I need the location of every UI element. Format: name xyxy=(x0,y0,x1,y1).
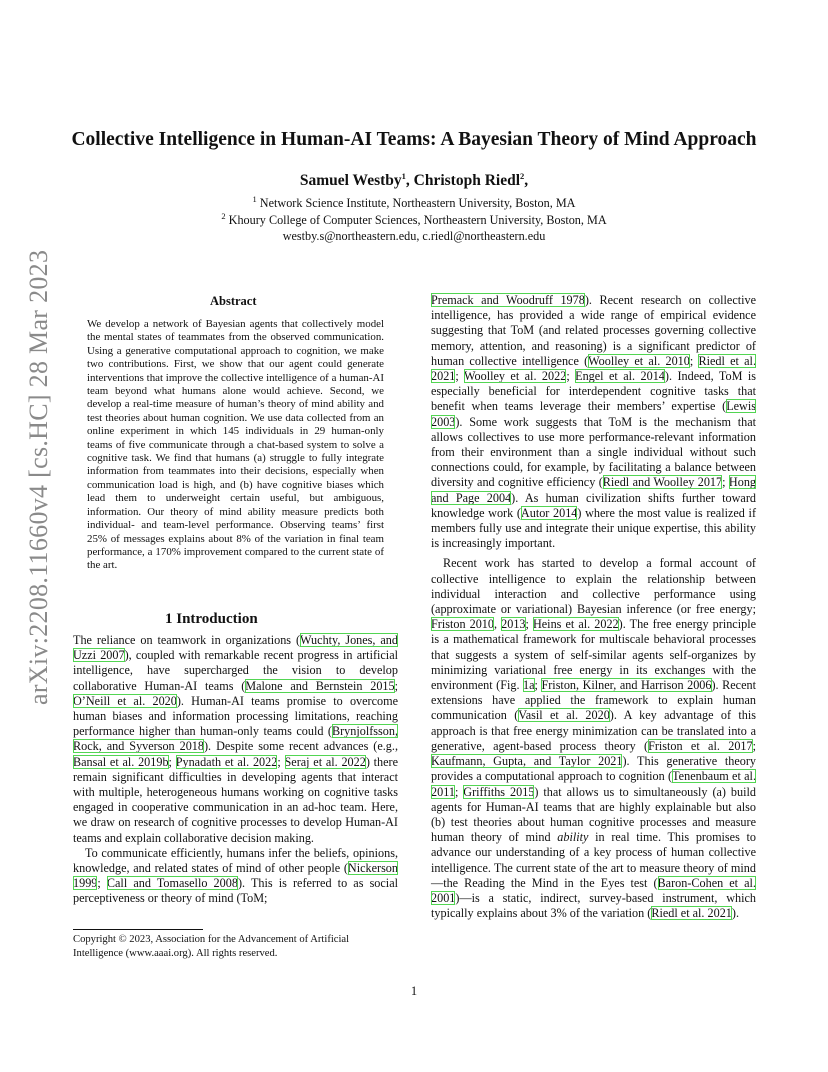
body-text: ). Indeed, ToM is especially beneficial for interdependent cognitive tasks that benefit when teams leverage their members’ expertise ( xyxy=(431,369,756,414)
body-text: ) that allows us to simultaneously (a) build agents for Human-AI teams that are highly explainable but also (b) test theories about human cognitive processes and measure human theory of mind xyxy=(431,784,756,845)
citation-link[interactable]: Malone and Bernstein 2015 xyxy=(245,678,395,693)
body-text: ability xyxy=(557,830,589,845)
citation-link[interactable]: Call and Tomasello 2008 xyxy=(106,876,238,891)
section-heading: 1 Introduction xyxy=(165,611,258,627)
citation-link[interactable]: Autor 2014 xyxy=(520,505,578,520)
body-text: ; xyxy=(722,475,729,490)
paragraph xyxy=(431,556,756,921)
paragraph xyxy=(431,293,756,551)
paper-title: Collective Intelligence in Human-AI Teams: A Bayesian Theory of Mind Approach xyxy=(71,129,757,150)
body-text: ; xyxy=(394,678,398,693)
body-text: ) there remain significant difficulties in developing agents that interact with multiple, heterogeneous humans working on cognitive tasks engaged in cooperative communication in an ad-hoc team. Here, we draw on research of cognitive processes to develop Human-AI teams and explain collaborative decision making. xyxy=(73,754,399,845)
right-column xyxy=(431,293,756,921)
citation-link[interactable]: Riedl et al. 2021 xyxy=(651,906,732,921)
author-separator: , xyxy=(405,172,414,189)
body-text: ). Some work suggests that ToM is the mechanism that allows collectives to use more performance-relevant information from their environment than a single individual without such connections could, for example, by facilitating a balance between diversity and cognitive efficiency ( xyxy=(431,414,756,490)
affiliation-1 xyxy=(0,193,828,211)
body-text: ). A key advantage of this approach is that free energy minimization can be translated into a generative, agent-based process theory ( xyxy=(431,708,757,753)
citation-link[interactable]: Kaufmann, Gupta, and Taylor 2021 xyxy=(431,754,623,769)
arxiv-stamp: arXiv:2208.11660v4 [cs.HC] 28 Mar 2023 xyxy=(24,249,53,705)
body-text: ). Despite some recent advances (e.g., xyxy=(204,739,398,754)
citation-link[interactable]: O’Neill et al. 2020 xyxy=(73,693,177,708)
abstract-heading: Abstract xyxy=(210,294,257,308)
affiliation-2 xyxy=(0,210,828,228)
citation-link[interactable]: Heins et al. 2022 xyxy=(532,617,619,632)
body-text: ; xyxy=(525,617,533,632)
citation-link[interactable]: Tenenbaum et al. 2011 xyxy=(431,769,756,799)
citation-link[interactable]: Friston 2010 xyxy=(431,617,494,632)
affiliation-marker: 2 xyxy=(221,210,226,221)
body-text: ). Recent research on collective intelligence, has provided a wide range of empirical evidence suggesting that ToM (and related processes governing collective memory, attention, and reasoning) is a significant predictor of human collective intelligence ( xyxy=(431,293,757,368)
citation-link[interactable]: Riedl et al. 2021 xyxy=(431,353,756,384)
affiliation-marker: 1 xyxy=(252,193,257,204)
copyright-notice: Copyright © 2023, Association for the Advancement of Artificial Intelligence (www.aaai.org). All rights reserved. xyxy=(73,934,350,959)
paragraph xyxy=(73,633,398,846)
citation-link[interactable]: Woolley et al. 2010 xyxy=(588,353,690,368)
citation-link[interactable]: Vasil et al. 2020 xyxy=(518,708,610,723)
citation-link[interactable]: Friston, Kilner, and Harrison 2006 xyxy=(541,678,712,693)
body-text: ; xyxy=(168,754,176,769)
paragraph xyxy=(73,846,398,907)
body-text: ). xyxy=(731,906,739,921)
body-text: ). As human civilization shifts further toward knowledge work ( xyxy=(431,490,756,520)
citation-link[interactable]: Premack and Woodruff 1978 xyxy=(431,293,585,307)
citation-link[interactable]: Griffiths 2015 xyxy=(463,784,535,799)
body-text: ). This is referred to as social perceptiveness or theory of mind (ToM; xyxy=(73,876,398,906)
body-text: ; xyxy=(455,369,464,384)
body-text: ; xyxy=(277,754,285,769)
affiliation-marker: 2 xyxy=(520,170,525,181)
body-text: To communicate efficiently, humans infer the beliefs, opinions, knowledge, and related states of mind of other people ( xyxy=(73,845,398,876)
affiliation-marker: 1 xyxy=(401,170,406,181)
citation-link[interactable]: 1a xyxy=(523,678,535,693)
author-name: Christoph Riedl xyxy=(413,172,521,189)
page-number: 1 xyxy=(410,984,418,998)
body-text: )—is a static, indirect, survey-based instrument, which typically explains about 3% of the variation ( xyxy=(431,890,756,921)
body-text: ). Recent extensions have applied the framework to explain human communication ( xyxy=(431,678,756,723)
citation-link[interactable]: Woolley et al. 2022 xyxy=(463,369,567,384)
body-text: The reliance on teamwork in organizations ( xyxy=(73,633,301,647)
citation-link[interactable]: Brynjolfsson, Rock, and Syverson 2018 xyxy=(73,724,398,754)
author-line xyxy=(0,172,828,190)
affiliation-text: Network Science Institute, Northeastern University, Boston, MA xyxy=(256,196,576,210)
body-text: Recent work has started to develop a formal account of collective intelligence to explain the relationship between individual interaction and collective performance using (approximate or variational) Bayesian inference (or free energy; xyxy=(431,556,756,617)
citation-link[interactable]: 2013 xyxy=(501,617,526,632)
body-text: ; xyxy=(566,369,576,384)
body-text: ). The free energy principle is a mathematical framework for multiscale behavioral processes that suggests a system of self-similar agents self-organizes by minimizing variational free energy in its exchanges with the environment (Fig. xyxy=(431,617,756,693)
author-tail: , xyxy=(524,172,529,189)
citation-link[interactable]: Seraj et al. 2022 xyxy=(284,754,366,769)
body-text: ; xyxy=(752,738,756,753)
author-emails: westby.s@northeastern.edu, c.riedl@northeastern.edu xyxy=(282,229,546,243)
citation-link[interactable]: Friston et al. 2017 xyxy=(648,738,753,753)
body-text: ). Human-AI teams promise to overcome human biases and information processing limitations, reaching performance higher than human-only teams could ( xyxy=(73,693,398,739)
citation-link[interactable]: Riedl and Woolley 2017 xyxy=(602,475,723,490)
citation-link[interactable]: Baron-Cohen et al. 2001 xyxy=(431,875,756,905)
affiliation-text: Khoury College of Computer Sciences, Northeastern University, Boston, MA xyxy=(225,213,607,227)
footnote-rule xyxy=(73,929,203,930)
abstract-text: We develop a network of Bayesian agents that collectively model the mental states of teammates from the observed communication. Using a generative computational approach to cognition, we make two contributions. First, we show that our agent could generate interventions that improve the collective intelligence of a human-AI team beyond what humans alone would achieve. Second, we develop a real-time measure of human’s theory of mind ability and test theories about human cognition. We use data collected from an online experiment in which 145 individuals in 29 human-only teams of five communicate through a chat-based system to solve a cognitive task. We find that humans (a) struggle to fully integrate information from teammates into their decisions, especially when communication load is high, and (b) have cognitive biases which lead them to underweight certain useful, but ambiguous, information. Our theory of mind ability measure predicts both individual- and team-level performance. Observing teams’ first 25% of messages explains about 8% of the variation in final team performance, a 170% improvement compared to the current state of the art. xyxy=(87,318,384,572)
author-name: Samuel Westby xyxy=(299,172,402,189)
left-column xyxy=(73,633,398,907)
citation-link[interactable]: Engel et al. 2014 xyxy=(575,369,665,384)
body-text: ; xyxy=(97,876,107,891)
body-text: ; xyxy=(534,678,542,693)
citation-link[interactable]: Nickerson 1999 xyxy=(73,861,398,891)
body-text: ; xyxy=(454,784,464,799)
body-text: ). This generative theory provides a computational approach to cognition ( xyxy=(431,754,756,784)
citation-link[interactable]: Wuchty, Jones, and Uzzi 2007 xyxy=(73,633,398,663)
citation-link[interactable]: Lewis 2003 xyxy=(431,399,756,429)
body-text: ), coupled with remarkable recent progress in artificial intelligence, have supercharged the vision to develop collaborative Human-AI teams ( xyxy=(73,648,398,693)
citation-link[interactable]: Pynadath et al. 2022 xyxy=(175,754,278,769)
body-text: , xyxy=(494,617,502,632)
body-text: ; xyxy=(689,353,699,368)
body-text: in real time. This promises to advance our understanding of a key process of human collective intelligence. The current state of the art to measure theory of mind—the Reading the Mind in the Eyes test ( xyxy=(431,830,757,890)
body-text: ) where the most value is realized if members fully use and integrate their unique expertise, this ability is increasingly important. xyxy=(431,505,757,551)
citation-link[interactable]: Hong and Page 2004 xyxy=(431,475,757,505)
citation-link[interactable]: Bansal et al. 2019b xyxy=(73,754,169,769)
